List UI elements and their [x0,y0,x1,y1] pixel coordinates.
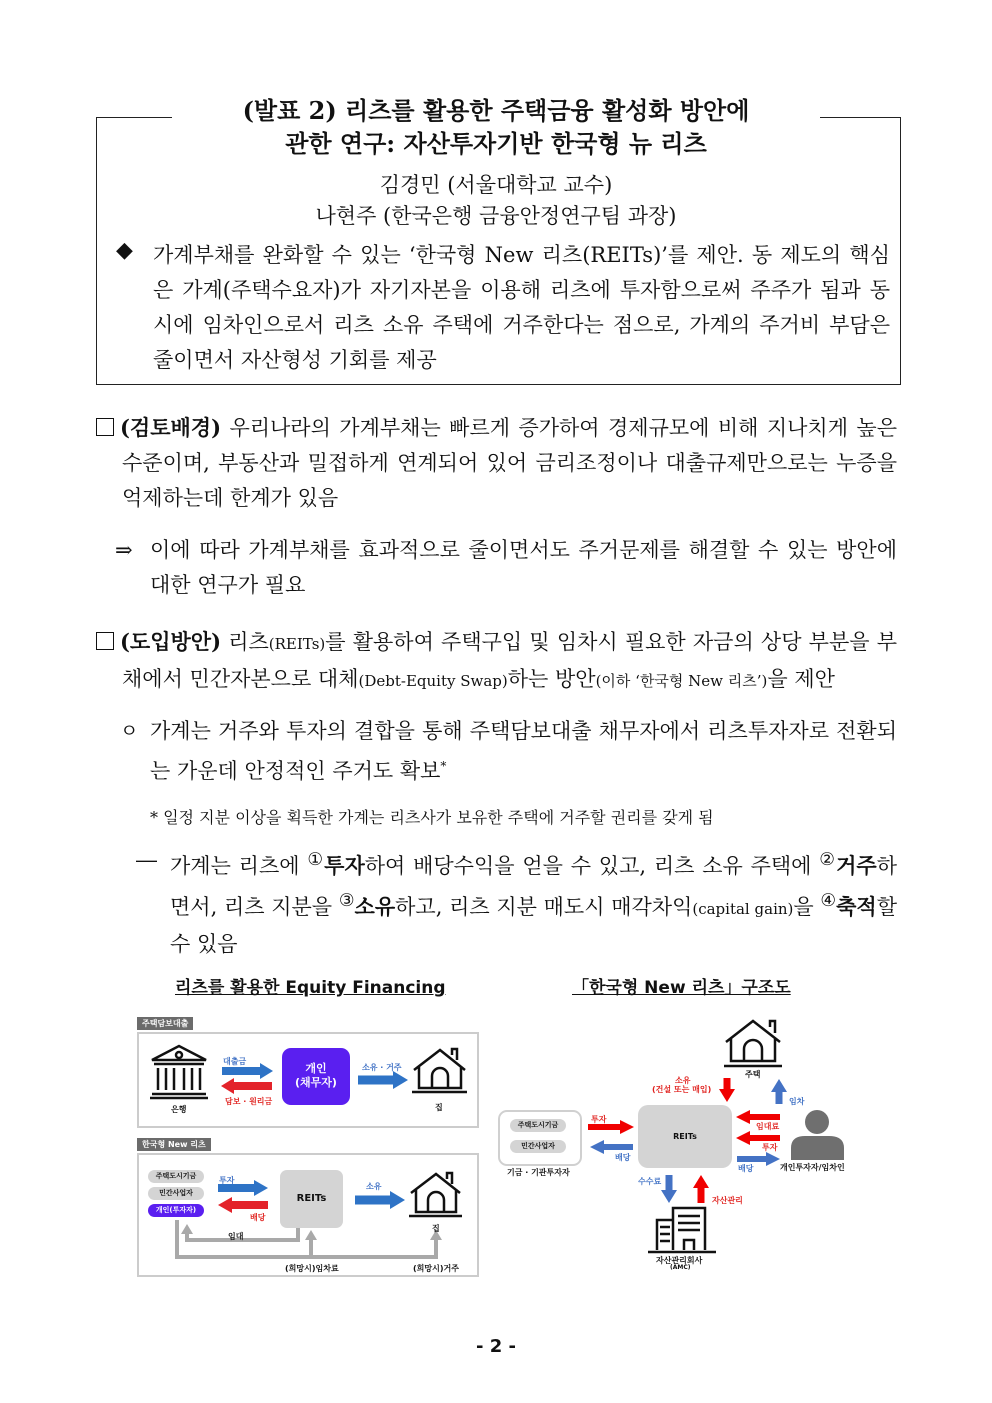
person-icon [791,1110,844,1160]
loan-label: 대출금 [223,1057,247,1066]
rent-in-label: 임차 [789,1097,805,1106]
section-heading: (검토배경) [120,415,222,440]
panel-tab: 주택담보대출 [137,1017,193,1030]
text: (Debt-Equity Swap) [358,672,508,690]
text: 을 [793,895,821,919]
live-label: (희망시)거주 [413,1264,459,1273]
title-line-1: (발표 2) 리츠를 활용한 주택금융 활성화 방안에 [242,96,750,125]
debtor-box [282,1048,350,1105]
pill-fund: 주택도시기금 [148,1170,204,1183]
house-label: 집 [432,1224,440,1233]
own-live-label: 소유 · 거주 [362,1063,402,1072]
section-heading: (도입방안) [120,629,222,654]
keyword: 투자 [324,853,365,878]
panel-tab: 한국형 New 리츠 [137,1138,211,1151]
text: 하고, 리츠 지분 매도시 매각차익 [395,895,693,919]
figure-right-title: 「한국형 New 리츠」구조도 [572,978,791,998]
figure-left-title: 리츠를 활용한 Equity Financing [175,978,446,998]
number-marker: ④ [820,891,837,911]
summary-text: 가계부채를 완화할 수 있는 ‘한국형 New 리츠(REITs)’를 제안. 동 제도의 핵심은 가계(주택수요자)가 자기자본을 이용해 리츠에 투자함으로써 주주가 됨과 동시에 임차인으로서 리츠 소유 주택에 거주한다는 점으로, 가계의 주거비 부담은 줄이면서 자산형성 기회를 제공 [153,243,890,372]
house-label: 주택 [745,1070,761,1079]
pill-private: 민간사업자 [510,1140,566,1153]
section-text: 우리나라의 가계부채는 빠르게 증가하여 경제규모에 비해 지나치게 높은 수준이며, 부동산과 밀접하게 연계되어 있어 금리조정이나 대출규제만으로는 누증을 억제하는데 한계가 있음 [122,416,897,510]
text: 가계는 거주와 투자의 결합을 통해 주택담보대출 채무자에서 리츠투자자로 전환되는 가운데 안정적인 주거도 확보 [150,719,897,783]
amc-label: 자산관리회사 [656,1256,703,1265]
house-icon [724,1021,782,1066]
text: 을 제안 [767,667,835,691]
keyword: 거주 [836,853,877,878]
text: (REITs) [268,635,326,653]
circle-bullet-icon: ㅇ [120,720,139,742]
text: 하는 방안 [507,667,596,691]
implies-arrow-icon: ⇒ [115,538,133,562]
text: 를 활용하여 주택구입 및 임차시 필요한 자금의 상당 부분을 부채에서 민간자본으로 대체 [122,630,897,691]
asset-mgmt-label: 자산관리 [712,1196,743,1205]
pill-private: 민간사업자 [148,1187,204,1200]
invest-label: 투자 [219,1176,235,1185]
house-label: 집 [435,1103,443,1112]
text: 리츠 [221,630,269,654]
lease-label: 임대 [228,1232,244,1241]
rent-fee-label: 임대료 [756,1122,780,1131]
page-number: - 2 - [476,1336,516,1357]
footnote: * 일정 지분 이상을 획득한 가계는 리츠사가 보유한 주택에 거주할 권리를 갖게 됨 [150,808,714,827]
text: 하여 배당수익을 얻을 수 있고, 리츠 소유 주택에 [364,854,820,878]
collateral-label: 담보 · 원리금 [225,1097,273,1106]
rent-label: (희망시)임차료 [285,1264,339,1273]
funds-label: 기금 · 기관투자자 [507,1168,570,1177]
dividend-label: 배당 [250,1213,266,1222]
text: 가계는 리츠에 [170,854,308,878]
label: 개인 [305,1062,327,1075]
own-label: 소유 [675,1076,691,1085]
number-marker: ② [819,850,837,870]
person-label: 개인투자자/임차인 [780,1163,845,1172]
bank-label: 은행 [171,1105,187,1114]
author-2: 나현주 (한국은행 금융안정연구팀 과장) [315,204,677,228]
conclusion-text: 이에 따라 가계부채를 효과적으로 줄이면서도 주거문제를 해결할 수 있는 방안에 대한 연구가 필요 [150,538,897,597]
author-1: 김경민 (서울대학교 교수) [379,173,613,197]
number-marker: ③ [338,891,355,911]
pill-fund: 주택도시기금 [510,1119,566,1132]
invest-right-label: 투자 [762,1143,778,1152]
dividend-right-label: 배당 [738,1164,754,1173]
footnote-mark: * [440,759,447,773]
amc-sub-label: (AMC) [670,1264,691,1271]
number-marker: ① [307,850,325,870]
own-label: 소유 [366,1182,382,1191]
title-line-2: 관한 연구: 자산투자기반 한국형 뉴 리츠 [285,129,707,158]
fee-label: 수수료 [638,1177,662,1186]
text: 하면서, 리츠 지분을 [170,854,897,919]
building-icon [648,1208,716,1252]
text: 할 수 있음 [170,895,897,956]
invest-left-label: 투자 [591,1115,607,1124]
pill-individual: 개인(투자자) [148,1204,204,1217]
own-sub-label: (건설 또는 매입) [652,1085,712,1094]
dividend-left-label: 배당 [615,1153,631,1162]
dash-bullet-icon: ― [136,848,157,872]
text: (capital gain) [692,900,794,918]
label: (채무자) [295,1076,337,1089]
keyword: 소유 [354,894,396,919]
text: (이하 ‘한국형 New 리츠’) [595,672,768,690]
reits-box: REITs [638,1105,732,1168]
keyword: 축적 [836,894,877,919]
diamond-bullet-icon: ◆ [116,238,133,263]
reits-box: REITs [280,1170,343,1228]
